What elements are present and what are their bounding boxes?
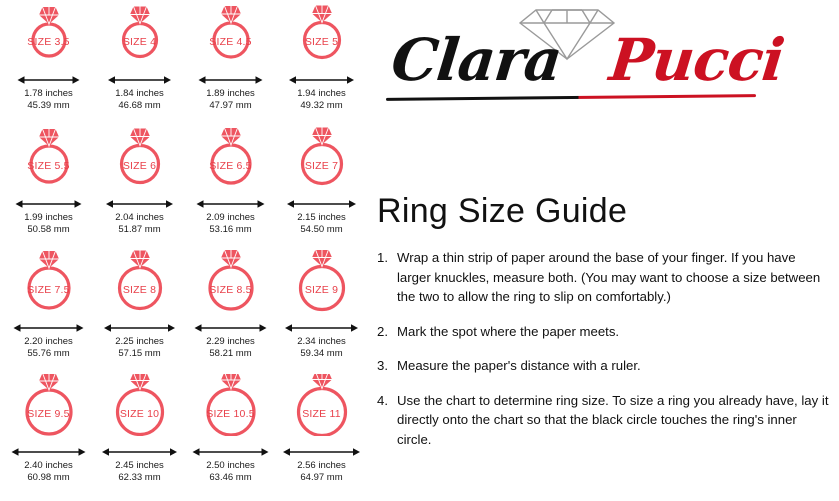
ring-measurement	[276, 460, 367, 483]
ring-size-label: SIZE 9	[304, 284, 339, 296]
ring-diagram-icon	[3, 374, 94, 436]
ring-size-cell	[185, 0, 276, 124]
ring-size-cell	[94, 248, 185, 372]
brand-logo	[374, 4, 788, 109]
measurement-mm: 55.76 mm	[27, 347, 70, 359]
instruction-step	[377, 356, 829, 376]
ring-size-cell	[3, 372, 94, 496]
brand-name-second: Pucci	[606, 26, 788, 94]
ring-diagram-icon	[185, 126, 276, 188]
logo-underline	[386, 94, 756, 101]
brand-name-first: Clara	[388, 26, 565, 94]
ring-measurement	[276, 88, 367, 111]
ring-size-label: SIZE 9.5	[27, 408, 70, 420]
ring-diagram-icon	[3, 250, 94, 312]
diameter-arrow	[185, 445, 276, 457]
measurement-mm: 63.46 mm	[209, 471, 252, 483]
diameter-arrow	[276, 73, 367, 85]
ring-size-cell	[94, 124, 185, 248]
diameter-arrow	[276, 321, 367, 333]
ring-size-cell	[3, 248, 94, 372]
ring-illustration	[185, 248, 276, 322]
ring-size-label: SIZE 10.5	[206, 408, 255, 420]
measurement-mm: 49.32 mm	[300, 99, 343, 111]
measurement-inches: 1.89 inches	[206, 88, 255, 99]
ring-measurement	[185, 88, 276, 111]
ring-illustration	[94, 124, 185, 198]
ring-illustration	[276, 0, 367, 74]
diameter-arrow	[3, 197, 94, 209]
ring-size-label: SIZE 8	[122, 284, 157, 296]
ring-illustration	[185, 372, 276, 446]
ring-size-label: SIZE 4	[122, 36, 157, 48]
step-number: 4.	[377, 392, 388, 408]
measurement-mm: 60.98 mm	[27, 471, 70, 483]
diameter-arrow	[3, 445, 94, 457]
instruction-step	[377, 391, 829, 450]
step-text: Measure the paper's distance with a ruler.	[397, 358, 641, 373]
ring-size-cell	[276, 248, 367, 372]
measurement-inches: 1.84 inches	[115, 88, 164, 99]
page-title: Ring Size Guide	[377, 192, 628, 230]
ring-illustration	[276, 124, 367, 198]
step-text: Mark the spot where the paper meets.	[397, 323, 620, 339]
ring-measurement	[185, 336, 276, 359]
ring-measurement	[94, 336, 185, 359]
ring-diagram-icon	[276, 126, 367, 188]
measurement-inches: 1.78 inches	[24, 88, 73, 99]
diameter-arrow	[94, 321, 185, 333]
measurement-inches: 2.56 inches	[297, 460, 346, 471]
ring-measurement	[185, 212, 276, 235]
ring-illustration	[94, 248, 185, 322]
measurement-inches: 1.99 inches	[24, 212, 73, 223]
ring-illustration	[3, 248, 94, 322]
ring-size-label: SIZE 6.5	[209, 160, 252, 172]
ring-illustration	[276, 372, 367, 446]
measurement-mm: 64.97 mm	[300, 471, 343, 483]
diameter-arrow	[276, 197, 367, 209]
diameter-arrow	[185, 73, 276, 85]
ring-size-cell	[3, 0, 94, 124]
ring-size-label: SIZE 10	[119, 408, 160, 420]
right-panel	[374, 0, 839, 501]
ring-size-cell	[276, 124, 367, 248]
step-text: Wrap a thin strip of paper around the base of your finger. If you have larger knuckles, measure both. (You may want to choose a size between the two to allow the ring to slip on comfortably.)	[397, 250, 821, 304]
diameter-arrow	[94, 197, 185, 209]
ring-size-cell	[185, 248, 276, 372]
measurement-mm: 54.50 mm	[300, 223, 343, 235]
ring-illustration	[94, 0, 185, 74]
ring-size-chart	[0, 0, 368, 501]
diameter-arrow	[276, 445, 367, 457]
measurement-mm: 50.58 mm	[27, 223, 70, 235]
measurement-inches: 2.34 inches	[297, 336, 346, 347]
measurement-mm: 45.39 mm	[27, 99, 70, 111]
measurement-inches: 2.40 inches	[24, 460, 73, 471]
diameter-arrow	[3, 73, 94, 85]
measurement-inches: 2.25 inches	[115, 336, 164, 347]
ring-measurement	[94, 212, 185, 235]
ring-diagram-icon	[185, 374, 276, 436]
measurement-mm: 57.15 mm	[118, 347, 161, 359]
diameter-arrow	[94, 73, 185, 85]
diameter-arrow	[185, 321, 276, 333]
measurement-inches: 2.45 inches	[115, 460, 164, 471]
ring-diagram-icon	[94, 2, 185, 64]
measurement-mm: 58.21 mm	[209, 347, 252, 359]
ring-size-cell	[185, 372, 276, 496]
ring-measurement	[276, 212, 367, 235]
ring-illustration	[185, 0, 276, 74]
instructions-list	[377, 248, 829, 464]
ring-size-cell	[276, 372, 367, 496]
measurement-inches: 2.15 inches	[297, 212, 346, 223]
ring-size-label: SIZE 6	[122, 160, 157, 172]
diameter-arrow	[185, 197, 276, 209]
ring-size-label: SIZE 8.5	[209, 284, 252, 296]
ring-diagram-icon	[94, 374, 185, 436]
measurement-inches: 2.29 inches	[206, 336, 255, 347]
ring-diagram-icon	[3, 126, 94, 188]
ring-diagram-icon	[185, 2, 276, 64]
ring-measurement	[3, 336, 94, 359]
measurement-mm: 62.33 mm	[118, 471, 161, 483]
ring-measurement	[185, 460, 276, 483]
ring-illustration	[3, 124, 94, 198]
instruction-step	[377, 322, 829, 342]
ring-size-cell	[185, 124, 276, 248]
measurement-inches: 2.09 inches	[206, 212, 255, 223]
ring-size-label: SIZE 5.5	[27, 160, 70, 172]
ring-diagram-icon	[276, 250, 367, 312]
ring-illustration	[3, 372, 94, 446]
diameter-arrow	[3, 321, 94, 333]
ring-measurement	[3, 88, 94, 111]
measurement-inches: 2.50 inches	[206, 460, 255, 471]
measurement-mm: 46.68 mm	[118, 99, 161, 111]
ring-measurement	[94, 460, 185, 483]
ring-size-cell	[94, 372, 185, 496]
ring-size-cell	[94, 0, 185, 124]
measurement-inches: 2.04 inches	[115, 212, 164, 223]
ring-illustration	[3, 0, 94, 74]
step-number: 2.	[377, 323, 388, 339]
ring-diagram-icon	[276, 2, 367, 64]
diameter-arrow	[94, 445, 185, 457]
measurement-mm: 47.97 mm	[209, 99, 252, 111]
ring-measurement	[94, 88, 185, 111]
measurement-mm: 59.34 mm	[300, 347, 343, 359]
ring-measurement	[276, 336, 367, 359]
ring-diagram-icon	[185, 250, 276, 312]
ring-size-label: SIZE 3.5	[27, 36, 70, 48]
ring-size-cell	[3, 124, 94, 248]
ring-diagram-icon	[94, 250, 185, 312]
ring-diagram-icon	[3, 2, 94, 64]
measurement-inches: 1.94 inches	[297, 88, 346, 99]
ring-illustration	[276, 248, 367, 322]
ring-size-cell	[276, 0, 367, 124]
step-number: 3.	[377, 358, 388, 373]
ring-size-label: SIZE 7.5	[27, 284, 70, 296]
ring-measurement	[3, 460, 94, 483]
ring-diagram-icon	[276, 374, 367, 436]
measurement-mm: 53.16 mm	[209, 223, 252, 235]
measurement-mm: 51.87 mm	[118, 223, 161, 235]
ring-measurement	[3, 212, 94, 235]
ring-diagram-icon	[94, 126, 185, 188]
ring-illustration	[94, 372, 185, 446]
step-text: Use the chart to determine ring size. To size a ring you already have, lay it directly onto the chart so that the black circle touches the ring's inner circle.	[397, 392, 829, 447]
ring-illustration	[185, 124, 276, 198]
measurement-inches: 2.20 inches	[24, 336, 73, 347]
ring-size-label: SIZE 7	[304, 160, 339, 172]
instruction-step	[377, 248, 829, 307]
ring-size-label: SIZE 5	[304, 36, 339, 48]
ring-size-label: SIZE 4.5	[209, 36, 252, 48]
step-number: 1.	[377, 250, 388, 265]
ring-size-label: SIZE 11	[302, 408, 341, 420]
